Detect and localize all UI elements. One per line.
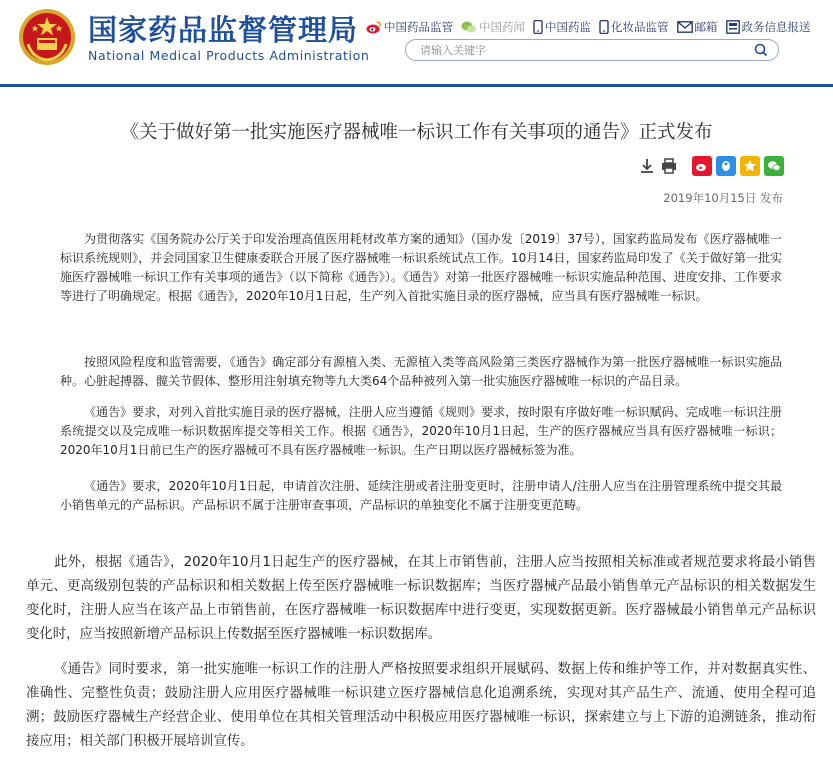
weibo-icon bbox=[366, 20, 382, 34]
mobile-icon bbox=[599, 20, 609, 34]
search-icon[interactable] bbox=[752, 41, 770, 59]
article-title: 《关于做好第一批实施医疗器械唯一标识工作有关事项的通告》正式发布 bbox=[120, 122, 713, 143]
share-favorite-icon[interactable] bbox=[740, 156, 760, 176]
download-icon[interactable] bbox=[638, 157, 656, 175]
wechat-icon bbox=[767, 160, 781, 172]
publish-date: 2019年10月15日 发布 bbox=[663, 191, 783, 205]
logo-chinese[interactable]: 国家药品监督管理局 bbox=[88, 13, 359, 47]
paragraph-3: 《通告》要求，对列入首批实施目录的医疗器械，注册人应当遵循《规则》要求，按时限有序做好唯一标识赋码、完成唯一标识注册系统提交以及完成唯一标识数据库提交等相关工作。根据《通告》，2020年10月1日起，生产的医疗器械应当具有医疗器械唯一标识；2020年10月1日前已生产的医疗器械可不具有医疗器械唯一标识。生产日期以医疗器械标签为准。 bbox=[60, 405, 782, 457]
star-icon bbox=[743, 159, 757, 173]
search-bar bbox=[405, 39, 779, 61]
paragraph-5: 此外，根据《通告》，2020年10月1日起生产的医疗器械，在其上市销售前，注册人应当按照相关标准或者规范要求将最小销售单元、更高级别包装的产品标识和相关数据上传至医疗器械唯一标识数据库；当医疗器械产品最小销售单元产品标识的相关数据发生变化时，注册人应当在该产品上市销售前，在医疗器械唯一标识数据库中进行变更，实现数据更新。医疗器械最小销售单元产品标识变化时，应当按照新增产品标识上传数据至医疗器械唯一标识数据库。 bbox=[26, 555, 816, 642]
national-emblem-icon[interactable] bbox=[18, 8, 76, 66]
article-tools bbox=[638, 157, 682, 175]
nav-mobile-2[interactable] bbox=[599, 19, 669, 35]
nav-mail[interactable] bbox=[677, 19, 718, 35]
nav-report[interactable] bbox=[726, 19, 811, 35]
nav-wechat[interactable] bbox=[461, 19, 525, 35]
nav-weibo[interactable] bbox=[366, 19, 453, 35]
nav-report-label: 政务信息报送 bbox=[741, 20, 811, 34]
paragraph-4: 《通告》要求，2020年10月1日起，申请首次注册、延续注册或者注册变更时，注册申请人/注册人应当在注册管理系统中提交其最小销售单元的产品标识。产品标识不属于注册审查事项，产品标识的单独变化不属于注册变更范畴。 bbox=[60, 479, 782, 512]
share-qzone-icon[interactable] bbox=[716, 156, 736, 176]
mobile-icon bbox=[533, 20, 543, 34]
nav-mobile-1[interactable] bbox=[533, 19, 591, 35]
report-icon bbox=[726, 20, 740, 34]
print-icon[interactable] bbox=[660, 157, 678, 175]
nav-mobile-1-label: 中国药监 bbox=[545, 20, 591, 34]
paragraph-1: 为贯彻落实《国务院办公厅关于印发治理高值医用耗材改革方案的通知》（国办发〔2019〕37号），国家药监局发布《医疗器械唯一标识系统规则》，并会同国家卫生健康委联合开展了医疗器械唯一标识系统试点工作。10月14日，国家药监局印发了《关于做好第一批实施医疗器械唯一标识工作有关事项的通告》（以下简称《通告》）。《通告》对第一批医疗器械唯一标识实施品种范围、进度安排、工作要求等进行了明确规定。根据《通告》，2020年10月1日起，生产列入首批实施目录的医疗器械，应当具有医疗器械唯一标识。 bbox=[60, 232, 782, 303]
nav-mail-label: 邮箱 bbox=[694, 20, 718, 34]
logo-english[interactable]: National Medical Products Administration bbox=[88, 48, 370, 63]
header-divider bbox=[0, 84, 833, 87]
site-header bbox=[0, 0, 833, 86]
share-wechat-icon[interactable] bbox=[764, 156, 784, 176]
wechat-icon bbox=[461, 20, 477, 34]
mail-icon bbox=[677, 21, 693, 33]
nav-wechat-label: 中国药闻 bbox=[479, 20, 525, 34]
top-nav bbox=[366, 18, 819, 36]
paragraph-6: 《通告》同时要求，第一批实施唯一标识工作的注册人严格按照要求组织开展赋码、数据上传和维护等工作，并对数据真实性、准确性、完整性负责；鼓励注册人应用医疗器械唯一标识建立医疗器械信息化追溯系统，实现对其产品生产、流通、使用全程可追溯；鼓励医疗器械生产经营企业、使用单位在其相关管理活动中积极应用医疗器械唯一标识，探索建立与上下游的追溯链条，推动衔接应用；相关部门积极开展培训宣传。 bbox=[26, 662, 816, 749]
share-weibo-icon[interactable] bbox=[692, 156, 712, 176]
search-input[interactable] bbox=[420, 42, 740, 58]
qzone-icon bbox=[719, 159, 733, 173]
nav-mobile-2-label: 化妆品监管 bbox=[611, 20, 669, 34]
share-icons bbox=[692, 156, 788, 176]
nav-weibo-label: 中国药品监管 bbox=[384, 20, 453, 34]
weibo-icon bbox=[695, 160, 709, 172]
paragraph-2: 按照风险程度和监管需要，《通告》确定部分有源植入类、无源植入类等高风险第三类医疗器械作为第一批医疗器械唯一标识实施品种。心脏起搏器、髋关节假体、整形用注射填充物等九大类64个品种被列入第一批实施医疗器械唯一标识的产品目录。 bbox=[60, 355, 782, 388]
